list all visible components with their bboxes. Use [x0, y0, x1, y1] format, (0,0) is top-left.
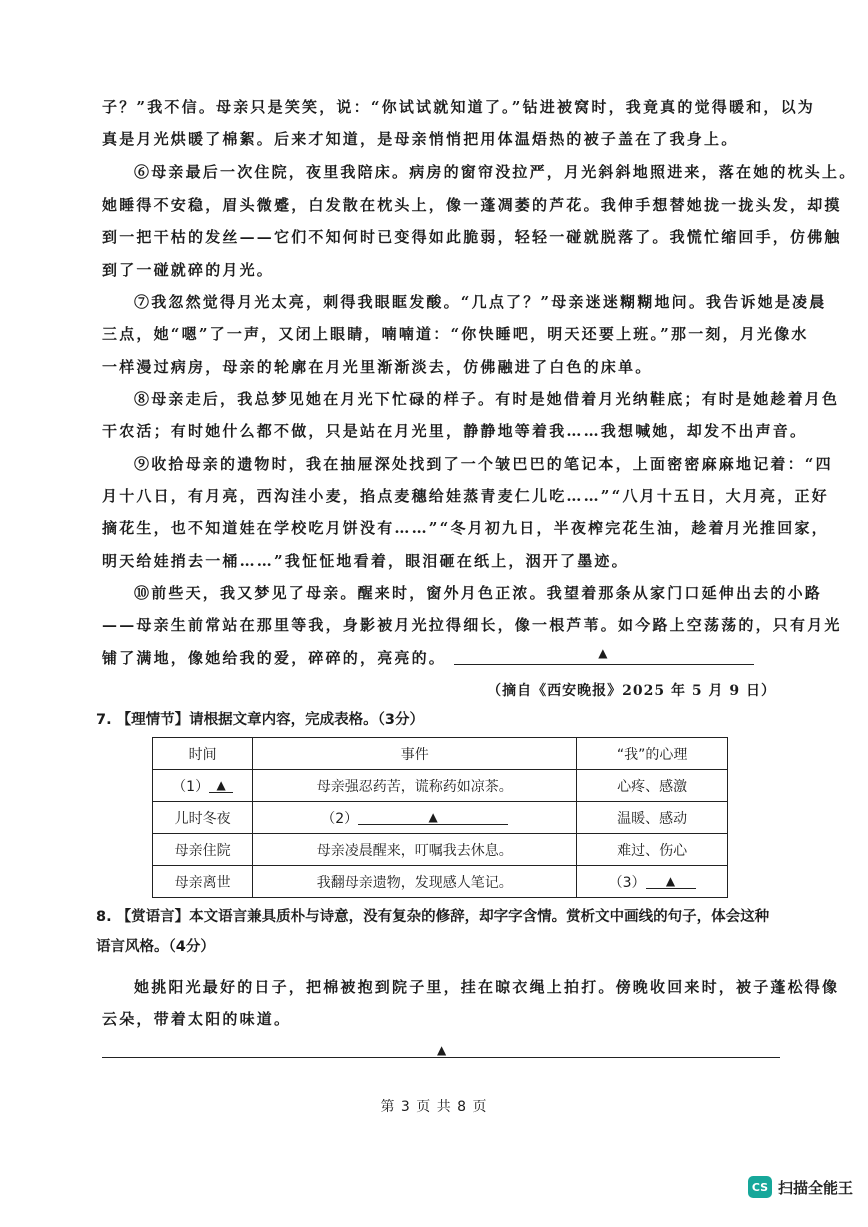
answer-line[interactable]: [102, 1057, 780, 1058]
header-time: 时间: [153, 738, 253, 770]
blank-marker-icon: ▲: [437, 1043, 447, 1057]
quoted-sentence: 她挑阳光最好的日子，把棉被抱到院子里，挂在晾衣绳上拍打。傍晚收回来时，被子蓬松得像: [134, 978, 840, 996]
brand-name: 扫描全能王: [778, 1178, 854, 1197]
paragraph-8-line: ⑧母亲走后，我总梦见她在月光下忙碌的样子。有时是她借着月光纳鞋底；有时是她趁着月色: [134, 390, 840, 408]
cell-time: 儿时冬夜: [153, 802, 253, 834]
answer-blank-3[interactable]: [646, 873, 696, 889]
source-citation: （摘自《西安晚报》2025 年 5 月 9 日）: [487, 683, 776, 699]
cell-time-1: [153, 770, 253, 802]
question-8-prompt: 8. 【赏语言】本文语言兼具质朴与诗意，没有复杂的修辞，却字字含情。赏析文中画线的句子，体会这种: [96, 909, 770, 925]
blank-label: （1）: [172, 778, 210, 795]
paragraph-6-line: 她睡得不安稳，眉头微蹙，白发散在枕头上，像一蓬凋萎的芦花。我伸手想替她拢一拢头发，却摸: [102, 196, 842, 214]
paragraph-6-line: 到一把干枯的发丝——它们不知何时已变得如此脆弱，轻轻一碰就脱落了。我慌忙缩回手，仿佛触: [102, 228, 842, 246]
paragraph-9-line: 月十八日，有月亮，西沟洼小麦，掐点麦穗给娃蒸青麦仁儿吃……”“八月十五日，大月亮，正好: [102, 487, 829, 505]
header-feeling: “我”的心理: [577, 738, 728, 770]
paragraph-9-line: 摘花生，也不知道娃在学校吃月饼没有……”“冬月初九日，半夜榨完花生油，趁着月光推回家，: [102, 519, 829, 537]
table-row: [153, 770, 728, 802]
table-row: [153, 866, 728, 898]
paragraph-7-line: 三点，她“嗯”了一声，又闭上眼睛，喃喃道：“你快睡吧，明天还要上班。”那一刻，月光像水: [102, 325, 809, 343]
table-row: [153, 834, 728, 866]
passage-line: 子？”我不信。母亲只是笑笑，说：“你试试就知道了。”钻进被窝时，我竟真的觉得暖和，以为: [102, 98, 815, 116]
camscanner-logo-icon: CS: [748, 1176, 772, 1198]
question-7-prompt: 7. 【理情节】请根据文章内容，完成表格。（3分）: [96, 712, 424, 728]
header-event: 事件: [253, 738, 577, 770]
paragraph-6-line: 到了一碰就碎的月光。: [102, 261, 275, 279]
cell-event: 我翻母亲遗物，发现感人笔记。: [253, 866, 577, 898]
paragraph-9-line: ⑨收拾母亲的遗物时，我在抽屉深处找到了一个皱巴巴的笔记本，上面密密麻麻地记着：“四: [134, 455, 833, 473]
paragraph-10-line: [102, 648, 782, 668]
paragraph-7-line: 一样漫过病房，母亲的轮廓在月光里渐渐淡去，仿佛融进了白色的床单。: [102, 358, 653, 376]
page-number: 第 3 页 共 8 页: [380, 1099, 488, 1115]
paragraph-9-line: 明天给娃捎去一桶……”我怔怔地看着，眼泪砸在纸上，洇开了墨迹。: [102, 552, 629, 570]
paragraph-8-line: 干农活；有时她什么都不做，只是站在月光里，静静地等着我……我想喊她，却发不出声音。: [102, 422, 808, 440]
question-8-prompt-cont: 语言风格。（4分）: [96, 939, 215, 955]
cell-event-2: [253, 802, 577, 834]
paragraph-6-line: ⑥母亲最后一次住院，夜里我陪床。病房的窗帘没拉严，月光斜斜地照进来，落在她的枕头上。: [134, 163, 857, 181]
answer-blank-2[interactable]: [358, 809, 508, 825]
blank-marker-icon: ▲: [598, 646, 610, 660]
blank-marker-icon: ▲: [665, 873, 676, 888]
quoted-sentence: 云朵，带着太阳的味道。: [102, 1010, 292, 1028]
answer-blank[interactable]: [454, 648, 754, 665]
cell-feeling: 难过、伤心: [577, 834, 728, 866]
cell-event: 母亲凌晨醒来，叮嘱我去休息。: [253, 834, 577, 866]
blank-label: （3）: [608, 874, 646, 891]
table-row: [153, 802, 728, 834]
paragraph-10-line: ⑩前些天，我又梦见了母亲。醒来时，窗外月色正浓。我望着那条从家门口延伸出去的小路: [134, 584, 823, 602]
cell-time: 母亲住院: [153, 834, 253, 866]
cell-time: 母亲离世: [153, 866, 253, 898]
scanner-watermark: [748, 1176, 853, 1198]
cell-feeling: 心疼、感激: [577, 770, 728, 802]
blank-label: （2）: [321, 810, 359, 827]
paragraph-7-line: ⑦我忽然觉得月光太亮，刺得我眼眶发酸。“几点了？”母亲迷迷糊糊地问。我告诉她是凌晨: [134, 293, 827, 311]
paragraph-10-line: ——母亲生前常站在那里等我，身影被月光拉得细长，像一根芦苇。如今路上空荡荡的，只有月光: [102, 616, 842, 634]
blank-marker-icon: ▲: [428, 809, 438, 824]
paragraph-10-text: 铺了满地，像她给我的爱，碎碎的，亮亮的。: [102, 649, 447, 667]
answer-blank-1[interactable]: [209, 777, 233, 793]
table-header-row: [153, 738, 728, 770]
plot-table: [152, 737, 728, 898]
passage-line: 真是月光烘暖了棉絮。后来才知道，是母亲悄悄把用体温焐热的被子盖在了我身上。: [102, 130, 739, 148]
blank-marker-icon: ▲: [216, 777, 226, 792]
cell-feeling-3: [577, 866, 728, 898]
cell-event: 母亲强忍药苦，谎称药如凉茶。: [253, 770, 577, 802]
cell-feeling: 温暖、感动: [577, 802, 728, 834]
